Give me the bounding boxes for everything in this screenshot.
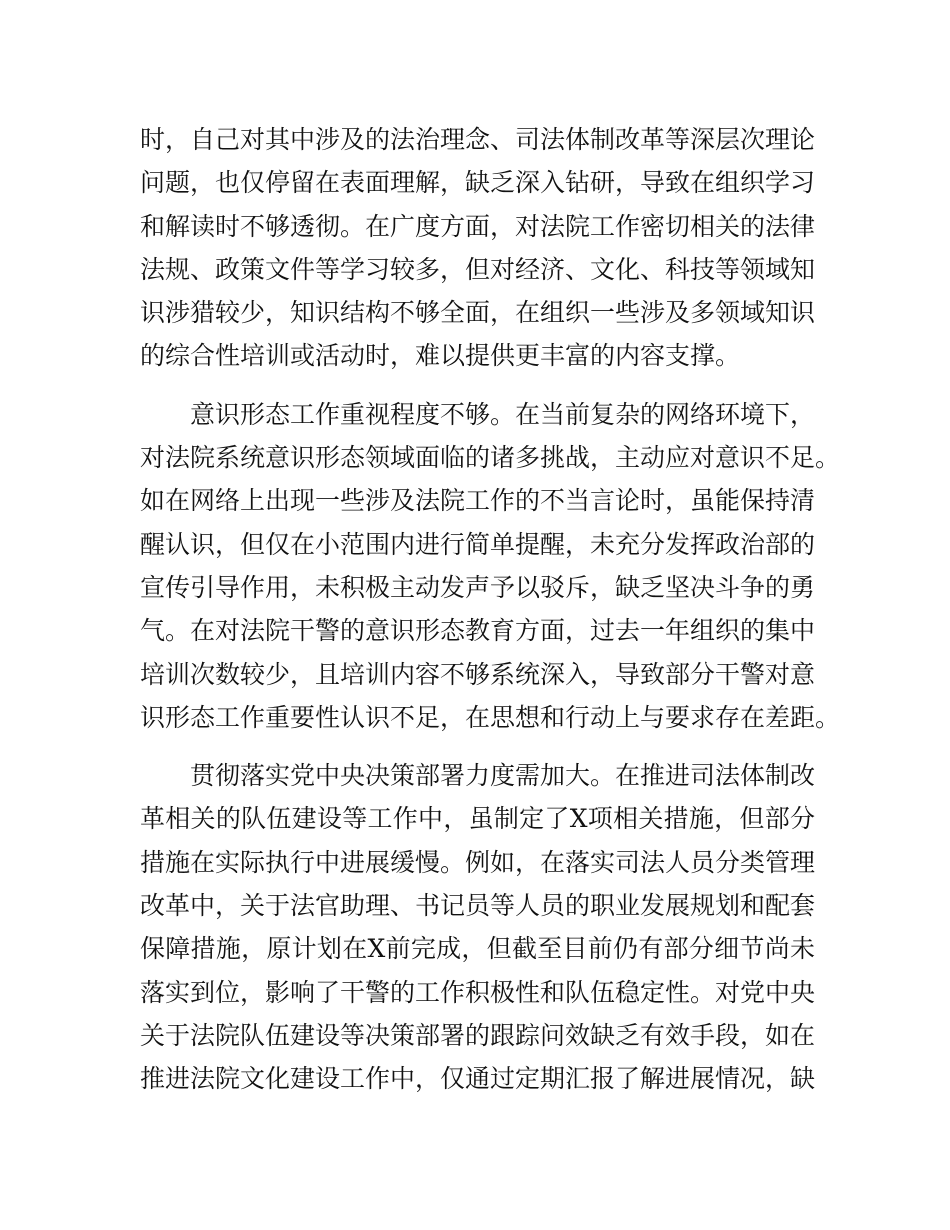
text-line: 醒认识，但仅在小范围内进行简单提醒，未充分发挥政治部的 — [140, 529, 816, 559]
text-line: 意识形态工作重视程度不够。在当前复杂的网络环境下， — [140, 399, 816, 429]
document-body — [140, 118, 841, 1116]
text-line: 推进法院文化建设工作中，仅通过定期汇报了解进展情况，缺 — [140, 1064, 816, 1094]
text-line: 革相关的队伍建设等工作中，虽制定了X项相关措施，但部分 — [140, 804, 815, 834]
text-line: 改革中，关于法官助理、书记员等人员的职业发展规划和配套 — [140, 891, 816, 921]
text-line: 识形态工作重要性认识不足，在思想和行动上与要求存在差距。 — [140, 702, 841, 732]
text-line: 措施在实际执行中进展缓慢。例如，在落实司法人员分类管理 — [140, 847, 816, 877]
text-line: 法规、政策文件等学习较多，但对经济、文化、科技等领域知 — [140, 254, 816, 284]
text-line: 和解读时不够透彻。在广度方面，对法院工作密切相关的法律 — [140, 211, 816, 241]
paragraph-ideology — [140, 393, 841, 739]
text-line: 宣传引导作用，未积极主动发声予以驳斥，缺乏坚决斗争的勇 — [140, 572, 816, 602]
text-line: 对法院系统意识形态领域面临的诸多挑战，主动应对意识不足。 — [140, 443, 841, 473]
text-line: 如在网络上出现一些涉及法院工作的不当言论时，虽能保持清 — [140, 486, 816, 516]
text-line: 关于法院队伍建设等决策部署的跟踪问效缺乏有效手段，如在 — [140, 1020, 816, 1050]
text-line: 培训次数较少，且培训内容不够系统深入，导致部分干警对意 — [140, 659, 816, 689]
text-line: 识涉猎较少，知识结构不够全面，在组织一些涉及多领域知识 — [140, 298, 816, 328]
text-line: 气。在对法院干警的意识形态教育方面，过去一年组织的集中 — [140, 616, 816, 646]
text-line: 落实到位，影响了干警的工作积极性和队伍稳定性。对党中央 — [140, 977, 816, 1007]
paragraph-study-depth — [140, 118, 815, 378]
text-line: 保障措施，原计划在X前完成，但截至目前仍有部分细节尚未 — [140, 934, 815, 964]
text-line: 问题，也仅停留在表面理解，缺乏深入钻研，导致在组织学习 — [140, 168, 816, 198]
text-line: 的综合性培训或活动时，难以提供更丰富的内容支撑。 — [140, 341, 741, 371]
text-line: 时，自己对其中涉及的法治理念、司法体制改革等深层次理论 — [140, 125, 816, 154]
paragraph-implementation — [140, 754, 815, 1100]
text-line: 贯彻落实党中央决策部署力度需加大。在推进司法体制改 — [140, 761, 816, 791]
